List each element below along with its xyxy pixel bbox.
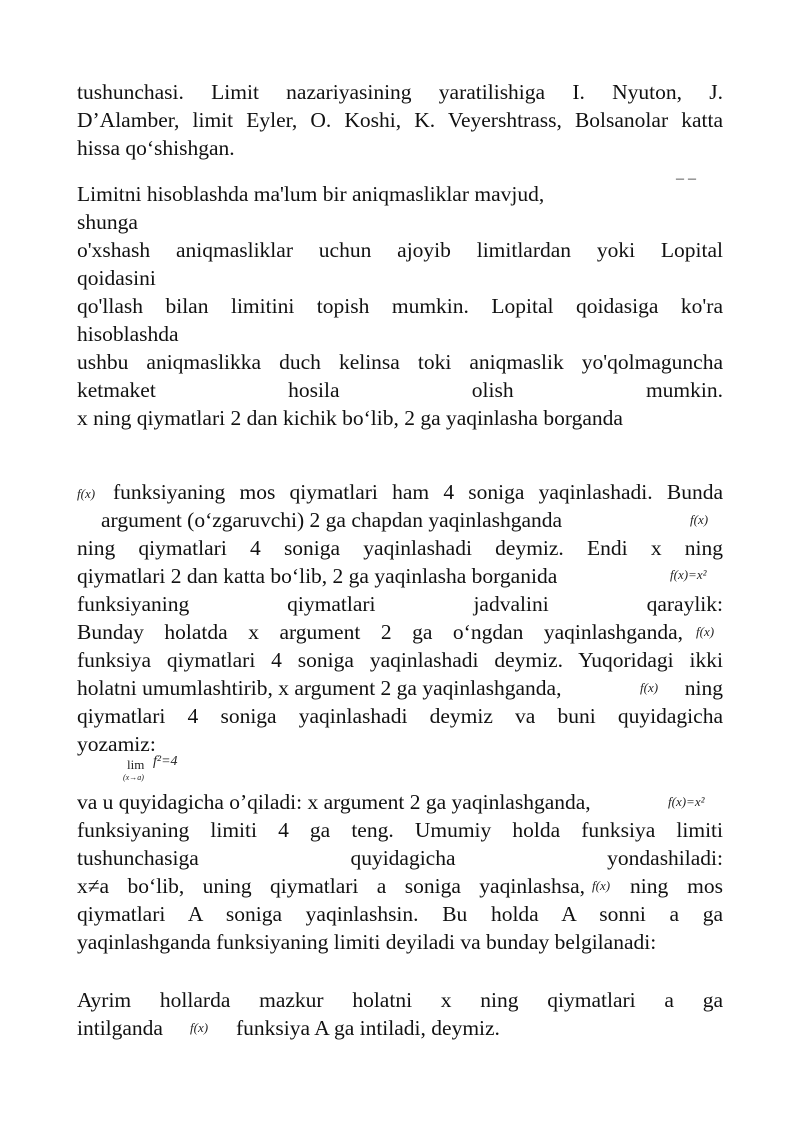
formula-fx-5: f(x) <box>592 878 611 893</box>
paragraph-4-line-5: qiymatlari A soniga yaqinlashsin. Bu holda A sonni a ga <box>77 902 723 926</box>
paragraph-4-line-4: x≠a bo‘lib, uning qiymatlari a soniga yaqinlashsa, <box>77 874 585 898</box>
formula-fx-6: f(x) <box>190 1020 209 1035</box>
paragraph-3-line-7: funksiya qiymatlari 4 soniga yaqinlashadi deymiz. Yuqoridagi ikki <box>77 648 723 672</box>
paragraph-4-line-2: funksiyaning limiti 4 ga teng. Umumiy holda funksiya limiti <box>77 818 723 842</box>
paragraph-5-line-1: Ayrim hollarda mazkur holatni x ning qiymatlari a ga <box>77 988 723 1012</box>
limit-formula <box>123 754 213 784</box>
paragraph-1-line-2: D’Alamber, limit Eyler, O. Koshi, K. Veyershtrass, Bolsanolar katta <box>77 108 723 132</box>
paragraph-2-line-4: qoidasini <box>77 266 156 290</box>
paragraph-4-line-6: yaqinlashganda funksiyaning limiti deyiladi va bunday belgilanadi: <box>77 930 657 954</box>
paragraph-1-line-1: tushunchasi. Limit nazariyasining yaratilishiga I. Nyuton, J. <box>77 80 723 104</box>
formula-fx-4: f(x) <box>640 680 659 695</box>
limit-subscript: (x→a) <box>123 773 144 782</box>
paragraph-4-line-3: tushunchasiga quyidagicha yondashiladi: <box>77 846 723 870</box>
formula-fx-1: f(x) <box>77 486 96 501</box>
dash-marks: – – <box>676 170 696 187</box>
paragraph-1-line-3: hissa qo‘shishgan. <box>77 136 235 160</box>
paragraph-3-line-2: argument (o‘zgaruvchi) 2 ga chapdan yaqinlashganda <box>101 508 563 532</box>
paragraph-3-line-9: qiymatlari 4 soniga yaqinlashadi deymiz va buni quyidagicha <box>77 704 723 728</box>
paragraph-3-line-10: yozamiz: <box>77 732 156 756</box>
limit-expression: f²=4 <box>153 754 178 769</box>
formula-fx-3: f(x) <box>696 624 715 639</box>
paragraph-2-line-5: qo'llash bilan limitini topish mumkin. Lopital qoidasiga ko'ra <box>77 294 723 318</box>
paragraph-3-line-5: funksiyaning qiymatlari jadvalini qaraylik: <box>77 592 723 616</box>
paragraph-2-line-1: Limitni hisoblashda ma'lum bir aniqmasliklar mavjud, <box>77 182 545 206</box>
paragraph-2-line-2: shunga <box>77 210 138 234</box>
paragraph-3-line-8-end: ning <box>684 676 723 700</box>
paragraph-2-line-9: x ning qiymatlari 2 dan kichik bo‘lib, 2 ga yaqinlasha borganda <box>77 406 623 430</box>
paragraph-2-line-3: o'xshash aniqmasliklar uchun ajoyib limitlardan yoki Lopital <box>77 238 723 262</box>
paragraph-5-line-2: intilganda <box>77 1016 163 1040</box>
paragraph-3-line-8: holatni umumlashtirib, x argument 2 ga yaqinlashganda, <box>77 676 562 700</box>
paragraph-3-line-3: ning qiymatlari 4 soniga yaqinlashadi deymiz. Endi x ning <box>77 536 723 560</box>
paragraph-4-line-4-end: ning mos <box>630 874 723 898</box>
paragraph-3-line-4: qiymatlari 2 dan katta bo‘lib, 2 ga yaqinlasha borganida <box>77 564 558 588</box>
formula-fx-x2-2: f(x)=x² <box>668 794 705 809</box>
formula-fx-2: f(x) <box>690 512 709 527</box>
limit-symbol: lim <box>127 757 145 772</box>
paragraph-4-line-1: va u quyidagicha o’qiladi: x argument 2 ga yaqinlashganda, <box>77 790 591 814</box>
paragraph-3-line-1: funksiyaning mos qiymatlari ham 4 soniga yaqinlashadi. Bunda <box>113 480 723 504</box>
paragraph-5-line-3: funksiya A ga intiladi, deymiz. <box>236 1016 500 1040</box>
formula-fx-x2-1: f(x)=x² <box>670 567 707 582</box>
paragraph-2-line-6: hisoblashda <box>77 322 179 346</box>
paragraph-2-line-7: ushbu aniqmaslikka duch kelinsa toki aniqmaslik yo'qolmaguncha <box>77 350 723 374</box>
paragraph-2-line-8: ketmaket hosila olish mumkin. <box>77 378 723 402</box>
paragraph-3-line-6: Bunday holatda x argument 2 ga o‘ngdan yaqinlashganda, <box>77 620 683 644</box>
